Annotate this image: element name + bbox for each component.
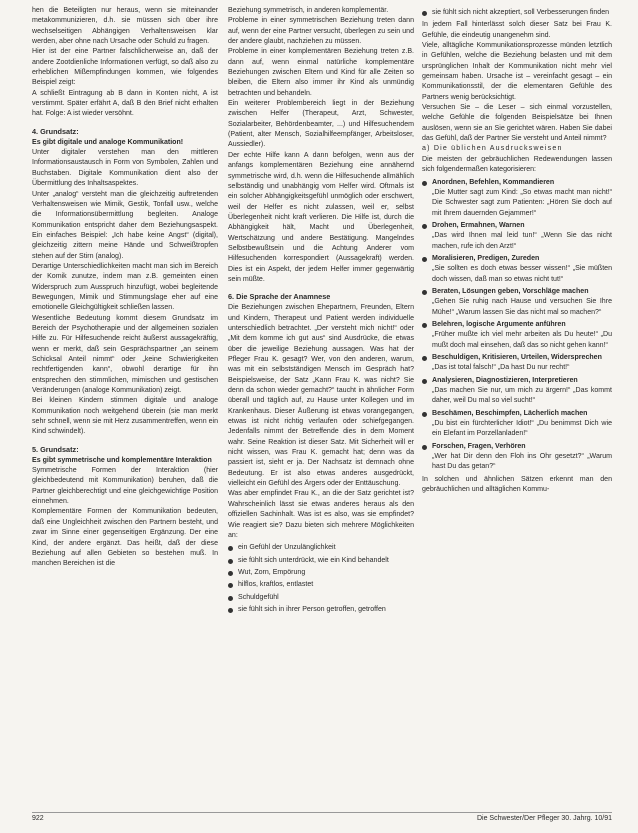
paragraph: Probleme in einer komplementären Beziehung treten z.B. dann auf, wenn einmal natürliche komplementäre Beziehungen zwischen Eltern und Kind für alle Zeiten so bleiben, die Eltern also immer ihr Kind als unmündig betrachten und behandeln. <box>228 48 414 97</box>
paragraph: Wesentliche Bedeutung kommt diesem Grundsatz im Bereich der Psychotherapie und der allgemeinen sozialen Hilfe zu. Für Hilfesuchende reicht äußerst aussagekräftig, wenn er merkt, daß sein Gesprächspartner „an seinem Schicksal Anteil nimmt“ oder „keine Schwierigkeiten rechtfertigenden kann“, obwohl derartige für ihn entsprechen den stimmlichen, mimischen und gestischen Veränderungen (analoge Kommunikation) zeigt. <box>32 314 218 395</box>
section-subheading: Es gibt digitale und analoge Kommunikation! <box>32 138 184 146</box>
paragraph: In solchen und ähnlichen Sätzen erkennt man den gebräuchlichen und alltäglichen Kommu- <box>422 475 612 494</box>
paragraph: Unter „analog“ versteht man die gleichzeitig auftretenden Verhaltensweisen wie Mimik, Gestik, Tonfall usw., welche die Informationsübermittlung begleiten. Analoge Kommunikation entspricht daher dem Beziehungsaspekt. Ein einfaches Beispiel: „Ich habe keine Angst“ (digital), gleichzeitig zittern meine Hände und Schweißtropfen stehen auf der Stirn (analog). <box>32 190 218 260</box>
list-item-heading: Moralisieren, Predigen, Zureden <box>432 254 540 262</box>
list-item-heading: Beschuldigen, Kritisieren, Urteilen, Widersprechen <box>432 354 602 361</box>
list-item <box>422 409 612 440</box>
section-heading: 4. Grundsatz: <box>32 126 79 136</box>
list-item-heading: Beschämen, Beschimpfen, Lächerlich machen <box>432 409 588 417</box>
list-item-example: „Wer hat Dir denn den Floh ins Ohr gesetzt?“ „Warum hast Du das getan?“ <box>432 453 612 471</box>
list-item <box>422 442 612 473</box>
list-item-heading: Anordnen, Befehlen, Kommandieren <box>432 178 555 186</box>
list-item-example: „Sie sollten es doch etwas besser wissen!“ „Sie müßten doch wissen, daß man so etwas nicht tut!“ <box>432 265 612 283</box>
paragraph: Derartige Unterschiedlichkeiten macht man sich im Bereich der Komik zunutze, indem man z.B. gemeinten einen Widerspruch zum Ausspruch hinzufügt, wobei begleitende Bewegungen, Mimik und Stimmungslage eher auf eine emotionelle Gleichgültigkeit schließen lassen. <box>32 262 218 312</box>
paragraph: Unter digitaler verstehen man den mittleren Informationsaustausch in Form von Symbolen, Zahlen und Buchstaben. Digitale Kommunikation dient also der Übermittlung des Inhaltsaspektes. <box>32 149 218 188</box>
paragraph: Symmetrische Formen der Interaktion (hier gleichbedeutend mit Kommunikation) beruhen, daß die Partner gleichberechtigt und eine gleichgewichtige Position einnehmen. <box>32 467 218 506</box>
list-item-example: „Das machen Sie nur, um mich zu ärgern!“ „Das kommt daher, weil Du mal so viel sucht!“ <box>432 387 612 405</box>
expressions-list <box>422 178 612 473</box>
list-item: ein Gefühl der Unzulänglichkeit <box>228 543 414 553</box>
column-right <box>422 6 612 495</box>
paragraph: Bei kleinen Kindern stimmen digitale und analoge Kommunikation noch weitgehend überein (sie man merkt sehr schnell, wenn sie mit Herz zusammentreffen, wenn ein Kind schwindelt). <box>32 397 218 436</box>
list-item: hilflos, kraftlos, entlastet <box>228 580 414 590</box>
list-item-example: „Die Mutter sagt zum Kind: „So etwas macht man nicht!“ Die Schwester sagt zum Patienten: „Hören Sie doch auf mit Ihrem dauernden Gejammer!“ <box>432 188 612 217</box>
list-item: sie fühlt sich in ihrer Person getroffen, getroffen <box>228 605 414 615</box>
paragraph: Ein weiterer Problembereich liegt in der Beziehung zwischen Helfer (Therapeut, Arzt, Schwester, Sozialarbeiter, Behördenbeamter, ...) und Hilfesuchendem (Patient, alter Mensch, Sozialhilfeempfänger, Arbeitsloser, Aussiedler). <box>228 100 414 149</box>
journal-reference: Die Schwester/Der Pfleger 30. Jahrg. 10/91 <box>476 815 612 822</box>
feelings-list-continued <box>422 8 612 18</box>
paragraph: hen die Beteiligten nur heraus, wenn sie miteinander metakommunizieren, d.h. sie müssen sich über ihre wechselseitigen Abhängigen Verhaltensweisen klar werden, aber ohne nach Ursache oder Schuld zu fragen. <box>32 7 218 46</box>
paragraph: Beziehung symmetrisch, in anderen komplementär. <box>228 7 389 14</box>
list-item <box>422 376 612 407</box>
list-item: Schuldgefühl <box>228 593 414 603</box>
paragraph: A schließt Eintragung ab B dann in Konten nicht, A ist verstimmt. Später erfährt A, daß B den Brief nicht erhalten hat. Folge: A ist wieder versöhnt. <box>32 89 218 118</box>
section-heading: 6. Die Sprache der Anamnese <box>228 292 331 302</box>
footer-rule <box>32 812 612 813</box>
list-item-heading: Forschen, Fragen, Verhören <box>432 442 526 450</box>
paragraph: Die meisten der gebräuchlichen Redewendungen lassen sich folgendermaßen kategorisieren: <box>422 155 612 174</box>
list-item-heading: Analysieren, Diagnostizieren, Interpretieren <box>432 376 578 384</box>
column-middle <box>228 6 414 617</box>
list-item <box>422 287 612 318</box>
list-item: Wut, Zorn, Empörung <box>228 568 414 578</box>
paragraph: Der echte Hilfe kann A dann befolgen, wenn aus der anfangs komplementären Beziehung eine annähernd symmetrische wird, d.h. wenn die Hilfesuchende allmählich selbständig und unabhängig vom Helfer wird. Oftmals ist ein solcher Abhängigkeitsgefühl unmöglich oder erschwert, weil der Helfer es nicht zulassen, weil er, selbst Überlegenheit nicht kraft verlieren. Die Hilfe ist, durch die Abhängigkeit hält, Macht und Überlegenheit, Wertschätzung und andere Bestätigung. Mangelndes Selbstbewußtsein und die Achtung Anderer vom Hilfesuchenden korrespondiert (Aussagekraft) werden. Dies ist ein Aspekt, der jedem Helfer immer gegenwärtig sein müßte. <box>228 151 414 283</box>
list-item-example: „Früher mußte ich viel mehr arbeiten als Du heute!“ „Du mußt doch mal einsehen, daß das so nicht gehen kann!“ <box>432 331 612 349</box>
list-item <box>422 254 612 285</box>
paragraph: Hier ist der eine Partner falschlicherweise an, daß der andere Zootdienliche Informationen verfügt, so daß also zu erheblichen Mißempfindungen kommen, wie folgendes Beispiel zeigt: <box>32 48 218 87</box>
list-item-example: „Du bist ein fürchterlicher Idiot!“ „Du benimmst Dich wie ein Elefant im Porzellanladen!“ <box>432 420 612 438</box>
list-item-heading: Beraten, Lösungen geben, Vorschläge machen <box>432 287 589 295</box>
section-heading: 5. Grundsatz: <box>32 444 79 454</box>
list-item: sie fühlt sich nicht akzeptiert, soll Verbesserungen finden <box>422 8 612 18</box>
list-item-example: „Das wird Ihnen mal leid tun!“ „Wenn Sie das nicht machen, rufe ich den Arzt!“ <box>432 232 612 250</box>
section-subheading: Es gibt symmetrische und komplementäre Interaktion <box>32 456 212 464</box>
list-item <box>422 178 612 219</box>
list-item <box>422 221 612 252</box>
list-item <box>422 320 612 351</box>
list-item-heading: Belehren, logische Argumente anführen <box>432 320 566 328</box>
paragraph: Was aber empfindet Frau K., an die der Satz gerichtet ist? Wahrscheinlich lässt sie etwas anderes heraus als den offiziellen Sachinhalt. Was ist es also, was sie empfindet? Wie reagiert sie? Dazu bieten sich mehrere Möglichkeiten an: <box>228 490 414 539</box>
paragraph: In jedem Fall hinterlässt solch dieser Satz bei Frau K. Gefühle, die eindeutig unangenehm sind. <box>422 21 612 39</box>
list-item-example: „Das ist total falsch!“ „Da hast Du nur recht!“ <box>432 364 570 372</box>
paragraph: Viele, alltägliche Kommunikationsprozesse münden letztlich in Gefühlen, welche die Beziehung belasten und mit dem ursprünglichen Inhalt der Kommunikation nicht mehr viel gemeinsam haben. Ursache ist – vereinfacht gesagt – ein Kommunikationsstil, der die elementaren Gefühle des Partners wenig berücksichtigt. <box>422 42 612 101</box>
feelings-list <box>228 543 414 615</box>
paragraph: Probleme in einer symmetrischen Beziehung treten dann auf, wenn der eine Partner versucht, überlegen zu sein und der andere glaubt, nachziehen zu müssen. <box>228 17 414 46</box>
subsection-heading: a) Die üblichen Ausdrucksweisen <box>422 145 563 153</box>
list-item-example: „Gehen Sie ruhig nach Hause und versuchen Sie Ihre Mühe!“ „Warum lassen Sie das nicht mal so machen?“ <box>432 298 612 316</box>
page-number: 922 <box>32 815 44 822</box>
paragraph: Komplementäre Formen der Kommunikation bedeuten, daß eine Ungleichheit zwischen den Partnern besteht, und zwar im Sinne einer gegenseitigen Ergänzung. Der eine Kind, der andere ergänzt. Das heißt, daß der diese Beziehung auf allen Gebieten so bestehen muß. In manchen Bereichen ist die <box>32 508 218 568</box>
paragraph: Versuchen Sie – die Leser – sich einmal vorzustellen, welche Gefühle die folgenden Beispielsätze bei Ihnen auslösen, wenn sie an Sie gerichtet wären. Haben Sie dabei das Gefühl, daß der Partner Sie versteht und Anteil nimmt? <box>422 104 612 143</box>
list-item <box>422 353 612 374</box>
list-item: sie fühlt sich unterdrückt, wie ein Kind behandelt <box>228 556 414 566</box>
list-item-heading: Drohen, Ermahnen, Warnen <box>432 221 525 229</box>
paragraph: Die Beziehungen zwischen Ehepartnern, Freunden, Eltern und Kindern, Therapeut und Patient werden individuelle unterschiedlich betrachtet. „Der versteht mich nicht!“ oder „Mit dem komme ich gut aus“ sind Ausdrücke, die etwas über die jeweilige Beziehung aussagen. Was hat der Pfleger Frau K. gesagt? Wer, von den anderen, warum, was mit ein selbstständigen Mensch im Gespräch hat? Beispielsweise, der Satz „Kann Frau K. was nicht? Sie denn da schon wieder gemacht?“ taucht in ähnlicher Form überall und täglich auf, zu Hause unter Kollegen und im Krankenhaus. Dieser Äußerung ist etwas vorangegangen, etwas ist nicht richtig verlaufen oder schiefgegangen. Jedenfalls nimmt der Betreffende dies in dem Moment wahr. Seine Reaktion ist dieser Satz. Mit Sicherheit will er nicht wissen, was Frau K. gemacht hat; denn was da passiert ist, sieht er ja. Der Nachsatz ist demnach ohne Bedeutung. Er ist also etwas anderes ausgedrückt, vielleicht ein Gefühl des Ärgers oder der Enttäuschung. <box>228 304 414 488</box>
column-left <box>32 6 218 570</box>
